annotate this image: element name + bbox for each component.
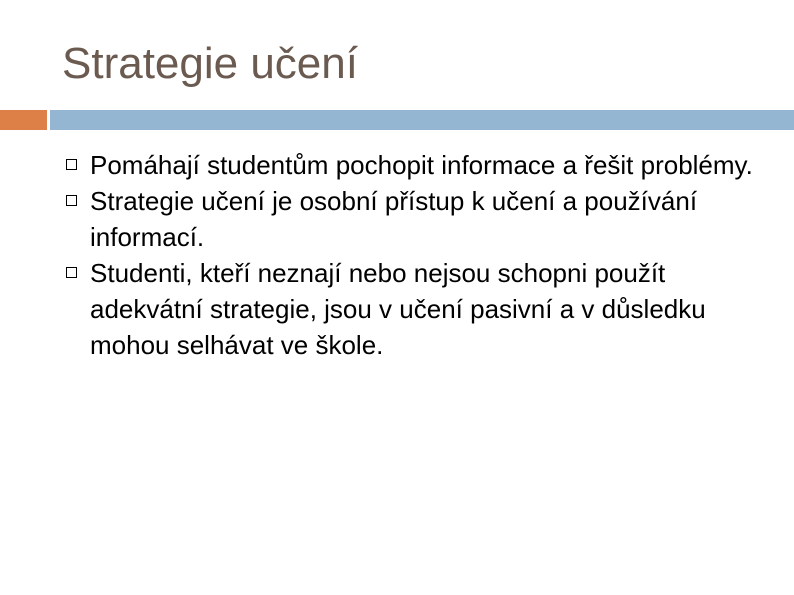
accent-bar-orange (0, 110, 47, 130)
bullet-text: Pomáhají studentům pochopit informace a řešit problémy. (90, 150, 753, 180)
accent-bar-blue (50, 110, 794, 130)
bullet-list (0, 147, 794, 363)
bullet-item (0, 183, 794, 255)
bullet-item (0, 255, 794, 363)
hollow-square-icon (66, 267, 77, 278)
hollow-square-icon (66, 159, 77, 170)
bullet-item (0, 147, 794, 183)
hollow-square-icon (66, 195, 77, 206)
bullet-text: Strategie učení je osobní přístup k učení a používání informací. (90, 186, 698, 252)
bullet-text: Studenti, kteří neznají nebo nejsou schopni použít adekvátní strategie, jsou v učení pasivní a v důsledku mohou selhávat ve škole. (90, 258, 706, 360)
slide-title: Strategie učení (62, 39, 358, 88)
